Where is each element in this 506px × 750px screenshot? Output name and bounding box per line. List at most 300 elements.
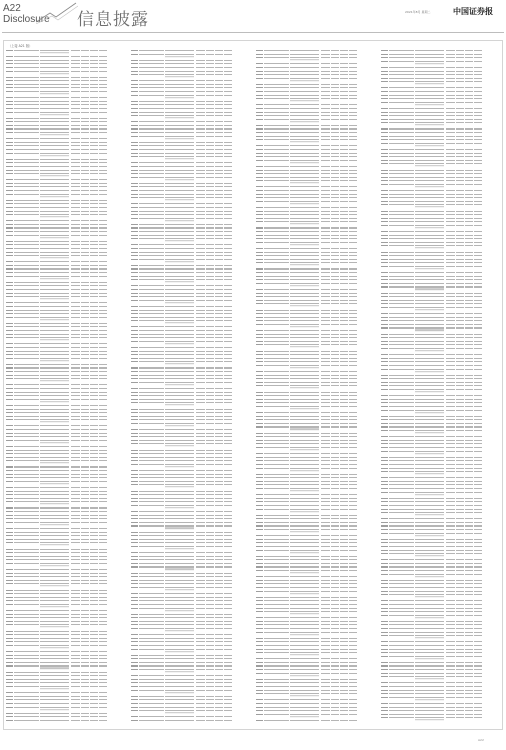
fine-print-text — [139, 608, 164, 609]
fine-print-text — [290, 638, 319, 639]
fine-print-text — [290, 436, 319, 437]
fine-print-text — [381, 344, 388, 345]
table-row — [131, 319, 252, 325]
fine-print-text — [6, 77, 13, 78]
fine-print-text — [389, 317, 414, 318]
fine-print-text — [90, 532, 98, 533]
fine-print-text — [40, 56, 69, 57]
fine-print-text — [206, 552, 214, 553]
fine-print-text — [215, 145, 223, 146]
fine-print-text — [99, 405, 107, 406]
fine-print-text — [465, 303, 473, 304]
fine-print-text — [40, 614, 69, 615]
fine-print-text — [71, 179, 80, 180]
fine-print-text — [81, 183, 89, 184]
fine-print-text — [349, 443, 357, 444]
fine-print-text — [456, 61, 464, 62]
fine-print-text — [81, 63, 89, 64]
fine-print-text — [81, 662, 89, 663]
fine-print-text — [331, 238, 339, 239]
fine-print-text — [71, 457, 80, 458]
fine-print-text — [415, 348, 444, 349]
fine-print-text — [196, 617, 205, 618]
fine-print-text — [340, 211, 348, 212]
fine-print-text — [99, 672, 107, 673]
fine-print-text — [224, 351, 232, 352]
fine-print-text — [321, 608, 330, 609]
fine-print-text — [40, 621, 69, 622]
fine-print-text — [196, 330, 205, 331]
fine-print-text — [90, 528, 98, 529]
fine-print-text — [99, 641, 107, 642]
fine-print-text — [474, 194, 482, 195]
fine-print-text — [256, 361, 263, 362]
fine-print-text — [349, 693, 357, 694]
fine-print-text — [196, 156, 205, 157]
fine-print-text — [349, 546, 357, 547]
fine-print-text — [321, 652, 330, 653]
fine-print-text — [224, 125, 232, 126]
fine-print-text — [81, 621, 89, 622]
fine-print-text — [40, 631, 69, 632]
fine-print-text — [99, 617, 107, 618]
fine-print-text — [456, 149, 464, 150]
fine-print-text — [331, 156, 339, 157]
fine-print-text — [349, 436, 357, 437]
fine-print-text — [71, 477, 80, 478]
fine-print-text — [321, 170, 330, 171]
fine-print-text — [131, 252, 138, 253]
fine-print-text — [224, 87, 232, 88]
fine-print-text — [215, 330, 223, 331]
fine-print-text — [215, 231, 223, 232]
fine-print-text — [340, 570, 348, 571]
fine-print-text — [99, 227, 107, 228]
fine-print-text — [256, 597, 263, 598]
fine-print-text — [256, 580, 263, 581]
fine-print-text — [6, 433, 13, 434]
fine-print-text — [131, 690, 138, 691]
fine-print-text — [224, 177, 232, 178]
fine-print-text — [165, 658, 194, 659]
fine-print-text — [139, 197, 164, 198]
fine-print-text — [71, 162, 80, 163]
fine-print-text — [389, 574, 414, 575]
fine-print-text — [224, 720, 232, 721]
fine-print-text — [215, 149, 223, 150]
fine-print-text — [264, 587, 289, 588]
fine-print-text — [415, 231, 444, 232]
fine-print-text — [196, 203, 205, 204]
fine-print-text — [90, 358, 98, 359]
fine-print-text — [6, 194, 13, 195]
fine-print-text — [6, 306, 13, 307]
fine-print-text — [264, 78, 289, 79]
fine-print-text — [256, 649, 263, 650]
fine-print-text — [321, 67, 330, 68]
fine-print-text — [474, 378, 482, 379]
fine-print-text — [81, 433, 89, 434]
fine-print-text — [465, 231, 473, 232]
fine-print-text — [474, 153, 482, 154]
fine-print-text — [81, 289, 89, 290]
fine-print-text — [131, 74, 138, 75]
fine-print-text — [196, 244, 205, 245]
fine-print-text — [6, 686, 13, 687]
fine-print-text — [139, 293, 164, 294]
fine-print-text — [264, 371, 289, 372]
fine-print-text — [256, 170, 263, 171]
fine-print-text — [99, 590, 107, 591]
fine-print-text — [331, 570, 339, 571]
fine-print-text — [474, 211, 482, 212]
fine-print-text — [474, 505, 482, 506]
fine-print-text — [40, 153, 69, 154]
fine-print-text — [256, 337, 263, 338]
fine-print-text — [340, 690, 348, 691]
fine-print-text — [81, 173, 89, 174]
fine-print-text — [474, 509, 482, 510]
fine-print-text — [256, 259, 263, 260]
fine-print-text — [215, 518, 223, 519]
fine-print-text — [446, 375, 455, 376]
fine-print-text — [456, 108, 464, 109]
fine-print-text — [131, 593, 138, 594]
fine-print-text — [224, 491, 232, 492]
fine-print-text — [290, 632, 319, 633]
fine-print-text — [90, 409, 98, 410]
fine-print-text — [90, 419, 98, 420]
fine-print-text — [206, 453, 214, 454]
fine-print-text — [290, 566, 319, 567]
fine-print-text — [321, 279, 330, 280]
fine-print-text — [6, 539, 13, 540]
fine-print-text — [256, 201, 263, 202]
fine-print-text — [206, 330, 214, 331]
fine-print-text — [196, 628, 205, 629]
fine-print-text — [321, 419, 330, 420]
fine-print-text — [14, 392, 39, 393]
fine-print-text — [321, 87, 330, 88]
fine-print-text — [139, 576, 164, 577]
fine-print-text — [215, 203, 223, 204]
fine-print-text — [215, 460, 223, 461]
fine-print-text — [349, 170, 357, 171]
fine-print-text — [139, 559, 164, 560]
fine-print-text — [321, 591, 330, 592]
fine-print-text — [139, 125, 164, 126]
fine-print-text — [215, 443, 223, 444]
fine-print-text — [415, 184, 444, 185]
fine-print-text — [99, 679, 107, 680]
fine-print-text — [264, 242, 289, 243]
fine-print-text — [224, 399, 232, 400]
fine-print-text — [381, 115, 388, 116]
fine-print-text — [465, 307, 473, 308]
fine-print-text — [71, 313, 80, 314]
fine-print-text — [81, 84, 89, 85]
fine-print-text — [71, 446, 80, 447]
fine-print-text — [290, 197, 319, 198]
fine-print-text — [264, 563, 289, 564]
fine-print-text — [349, 344, 357, 345]
fine-print-text — [264, 156, 289, 157]
fine-print-text — [131, 474, 138, 475]
fine-print-text — [14, 658, 39, 659]
fine-print-text — [196, 142, 205, 143]
fine-print-text — [71, 507, 80, 508]
fine-print-text — [446, 102, 455, 103]
fine-print-text — [90, 501, 98, 502]
fine-print-text — [196, 166, 205, 167]
fine-print-text — [331, 119, 339, 120]
fine-print-text — [215, 556, 223, 557]
fine-print-text — [389, 484, 414, 485]
fine-print-text — [256, 481, 263, 482]
fine-print-text — [415, 54, 444, 55]
fine-print-text — [456, 395, 464, 396]
fine-print-text — [14, 138, 39, 139]
fine-print-text — [446, 293, 455, 294]
fine-print-text — [40, 306, 69, 307]
fine-print-text — [465, 580, 473, 581]
fine-print-text — [465, 440, 473, 441]
fine-print-text — [465, 563, 473, 564]
fine-print-text — [165, 95, 194, 96]
fine-print-text — [381, 399, 388, 400]
fine-print-text — [224, 470, 232, 471]
fine-print-text — [264, 481, 289, 482]
fine-print-text — [321, 214, 330, 215]
fine-print-text — [206, 310, 214, 311]
fine-print-text — [139, 317, 164, 318]
fine-print-text — [381, 522, 388, 523]
fine-print-text — [446, 320, 455, 321]
fine-print-text — [290, 98, 319, 99]
fine-print-text — [224, 522, 232, 523]
fine-print-text — [90, 190, 98, 191]
fine-print-text — [71, 97, 80, 98]
fine-print-text — [290, 371, 319, 372]
fine-print-text — [215, 378, 223, 379]
fine-print-text — [321, 457, 330, 458]
fine-print-text — [321, 402, 330, 403]
fine-print-text — [90, 481, 98, 482]
fine-print-text — [6, 481, 13, 482]
fine-print-text — [14, 153, 39, 154]
table-row — [256, 549, 377, 555]
fine-print-text — [340, 276, 348, 277]
fine-print-text — [139, 412, 164, 413]
fine-print-text — [389, 550, 414, 551]
fine-print-text — [264, 358, 289, 359]
fine-print-text — [206, 104, 214, 105]
fine-print-text — [465, 559, 473, 560]
fine-print-text — [131, 669, 138, 670]
fine-print-text — [331, 662, 339, 663]
fine-print-text — [6, 132, 13, 133]
fine-print-text — [90, 573, 98, 574]
fine-print-text — [131, 511, 138, 512]
fine-print-text — [256, 371, 263, 372]
fine-print-text — [131, 532, 138, 533]
fine-print-text — [99, 347, 107, 348]
fine-print-text — [139, 337, 164, 338]
fine-print-text — [206, 296, 214, 297]
fine-print-text — [6, 317, 13, 318]
fine-print-text — [6, 282, 13, 283]
fine-print-text — [206, 669, 214, 670]
fine-print-text — [215, 522, 223, 523]
fine-print-text — [340, 682, 348, 683]
fine-print-text — [381, 71, 388, 72]
fine-print-text — [81, 672, 89, 673]
fine-print-text — [340, 628, 348, 629]
fine-print-text — [40, 214, 69, 215]
fine-print-text — [456, 447, 464, 448]
fine-print-text — [90, 183, 98, 184]
fine-print-text — [474, 457, 482, 458]
fine-print-text — [165, 669, 194, 670]
fine-print-text — [71, 190, 80, 191]
fine-print-text — [131, 634, 138, 635]
fine-print-text — [206, 399, 214, 400]
fine-print-text — [340, 604, 348, 605]
fine-print-text — [415, 566, 444, 567]
fine-print-text — [321, 707, 330, 708]
fine-print-text — [90, 268, 98, 269]
fine-print-text — [215, 248, 223, 249]
fine-print-text — [389, 225, 414, 226]
fine-print-text — [331, 67, 339, 68]
fine-print-text — [139, 658, 164, 659]
fine-print-text — [340, 136, 348, 137]
fine-print-text — [99, 194, 107, 195]
fine-print-text — [165, 211, 194, 212]
fine-print-text — [215, 429, 223, 430]
fine-print-text — [456, 570, 464, 571]
fine-print-text — [474, 190, 482, 191]
fine-print-text — [389, 369, 414, 370]
fine-print-text — [71, 583, 80, 584]
fine-print-text — [206, 628, 214, 629]
fine-print-text — [81, 425, 89, 426]
fine-print-text — [81, 179, 89, 180]
fine-print-text — [465, 550, 473, 551]
fine-print-text — [71, 268, 80, 269]
fine-print-text — [215, 337, 223, 338]
fine-print-text — [290, 166, 319, 167]
fine-print-text — [349, 382, 357, 383]
table-row — [131, 360, 252, 366]
fine-print-text — [331, 474, 339, 475]
fine-print-text — [131, 662, 138, 663]
fine-print-text — [446, 128, 455, 129]
table-row — [131, 217, 252, 223]
fine-print-text — [264, 300, 289, 301]
fine-print-text — [165, 388, 194, 389]
fine-print-text — [446, 214, 455, 215]
fine-print-text — [290, 474, 319, 475]
fine-print-text — [131, 320, 138, 321]
fine-print-text — [474, 313, 482, 314]
fine-print-text — [465, 471, 473, 472]
fine-print-text — [389, 382, 414, 383]
fine-print-text — [256, 399, 263, 400]
fine-print-text — [90, 395, 98, 396]
fine-print-text — [264, 259, 289, 260]
fine-print-text — [256, 617, 263, 618]
fine-print-text — [474, 542, 482, 543]
fine-print-text — [224, 665, 232, 666]
fine-print-text — [321, 423, 330, 424]
fine-print-text — [456, 276, 464, 277]
fine-print-text — [99, 317, 107, 318]
fine-print-text — [381, 334, 388, 335]
fine-print-text — [206, 566, 214, 567]
fine-print-text — [340, 160, 348, 161]
fine-print-text — [321, 509, 330, 510]
fine-print-text — [256, 166, 263, 167]
fine-print-text — [131, 392, 138, 393]
fine-print-text — [446, 477, 455, 478]
fine-print-text — [196, 409, 205, 410]
fine-print-text — [139, 494, 164, 495]
fine-print-text — [6, 97, 13, 98]
fine-print-text — [14, 173, 39, 174]
fine-print-text — [131, 310, 138, 311]
fine-print-text — [215, 121, 223, 122]
fine-print-text — [40, 104, 69, 105]
fine-print-text — [256, 358, 263, 359]
fine-print-text — [14, 190, 39, 191]
fine-print-text — [389, 190, 414, 191]
fine-print-text — [14, 699, 39, 700]
fine-print-text — [389, 177, 414, 178]
fine-print-text — [264, 395, 289, 396]
fine-print-text — [340, 542, 348, 543]
fine-print-text — [81, 515, 89, 516]
fine-print-text — [321, 580, 330, 581]
fine-print-text — [256, 518, 263, 519]
fine-print-text — [165, 272, 194, 273]
fine-print-text — [40, 132, 69, 133]
fine-print-text — [165, 593, 194, 594]
fine-print-text — [340, 166, 348, 167]
fine-print-text — [99, 466, 107, 467]
fine-print-text — [196, 515, 205, 516]
fine-print-text — [139, 645, 164, 646]
fine-print-text — [81, 696, 89, 697]
fine-print-text — [474, 119, 482, 120]
fine-print-text — [71, 248, 80, 249]
fine-print-text — [139, 153, 164, 154]
fine-print-text — [196, 194, 205, 195]
fine-print-text — [99, 645, 107, 646]
fine-print-text — [90, 289, 98, 290]
fine-print-text — [381, 539, 388, 540]
fine-print-text — [81, 487, 89, 488]
fine-print-text — [224, 132, 232, 133]
fine-print-text — [14, 593, 39, 594]
fine-print-text — [40, 665, 69, 666]
fine-print-text — [465, 402, 473, 403]
fine-print-text — [340, 71, 348, 72]
fine-print-text — [99, 624, 107, 625]
fine-print-text — [465, 389, 473, 390]
fine-print-text — [415, 440, 444, 441]
fine-print-text — [196, 289, 205, 290]
